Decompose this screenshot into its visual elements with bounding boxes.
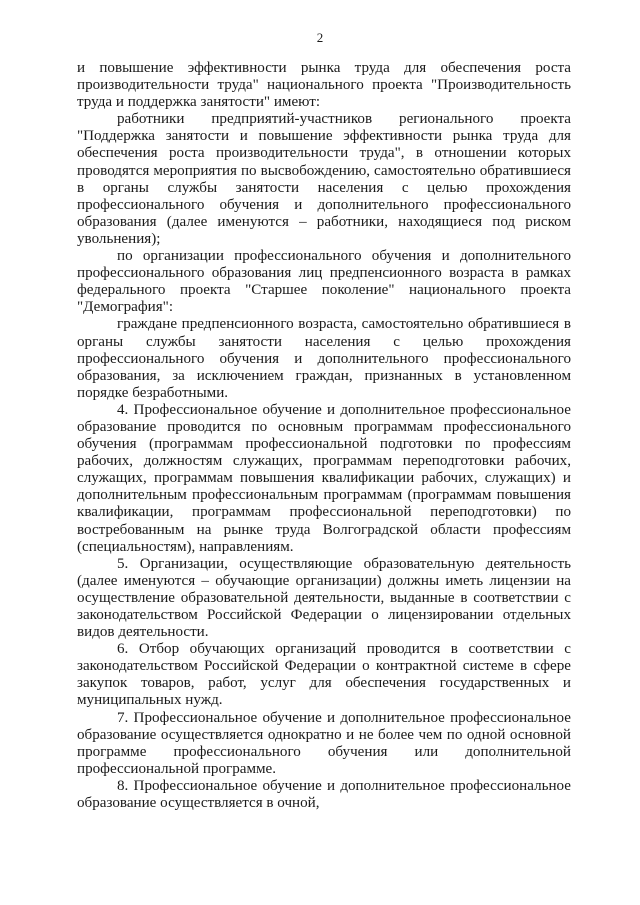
paragraph-item-7: 7. Профессиональное обучение и дополнительное профессиональное образование осуществляется однократно и не более чем по одной основной программе профессионального обучения или дополнительной профессиональной программе.	[77, 709, 571, 777]
paragraph-continuation: и повышение эффективности рынка труда для обеспечения роста производительности труда" национального проекта "Производительность труда и поддержка занятости" имеют:	[77, 60, 571, 111]
paragraph-item-4: 4. Профессиональное обучение и дополнительное профессиональное образование проводится по основным программам профессионального обучения (программам профессиональной подготовки по профессиям рабочих, должностям служащих, программам переподготовки рабочих, служащих, программам повышения квалификации рабочих, служащих) и дополнительным профессиональным программам (программам повышения квалификации, программам профессиональной переподготовки) по востребованным на рынке труда Волгоградской области профессиям (специальностям), направлениям.	[77, 401, 571, 555]
paragraph-item-8: 8. Профессиональное обучение и дополнительное профессиональное образование осуществляется в очной,	[77, 777, 571, 812]
paragraph-pre-pension-citizens: граждане предпенсионного возраста, самостоятельно обратившиеся в органы службы занятости населения с целью прохождения профессионального обучения и дополнительного профессионального образования, за исключением граждан, признанных в установленном порядке безработными.	[77, 316, 571, 401]
page-number: 2	[316, 30, 324, 45]
paragraph-workers-at-risk: работники предприятий-участников регионального проекта "Поддержка занятости и повышение эффективности рынка труда для обеспечения роста производительности труда", в отношении которых проводятся мероприятия по высвобождению, самостоятельно обратившиеся в органы службы занятости населения с целью прохождения профессионального обучения и дополнительного профессионального образования (далее именуются – работники, находящиеся под риском увольнения);	[77, 111, 571, 247]
paragraph-pre-pension-organization: по организации профессионального обучения и дополнительного профессионального образования лиц предпенсионного возраста в рамках федерального проекта "Старшее поколение" национального проекта "Демография":	[77, 248, 571, 316]
document-body	[77, 60, 571, 812]
paragraph-item-6: 6. Отбор обучающих организаций проводится в соответствии с законодательством Российской Федерации о контрактной системе в сфере закупок товаров, работ, услуг для обеспечения государственных и муниципальных нужд.	[77, 641, 571, 709]
paragraph-item-5: 5. Организации, осуществляющие образовательную деятельность (далее именуются – обучающие организации) должны иметь лицензии на осуществление образовательной деятельности, выданные в соответствии с законодательством Российской Федерации о лицензировании отдельных видов деятельности.	[77, 555, 571, 641]
